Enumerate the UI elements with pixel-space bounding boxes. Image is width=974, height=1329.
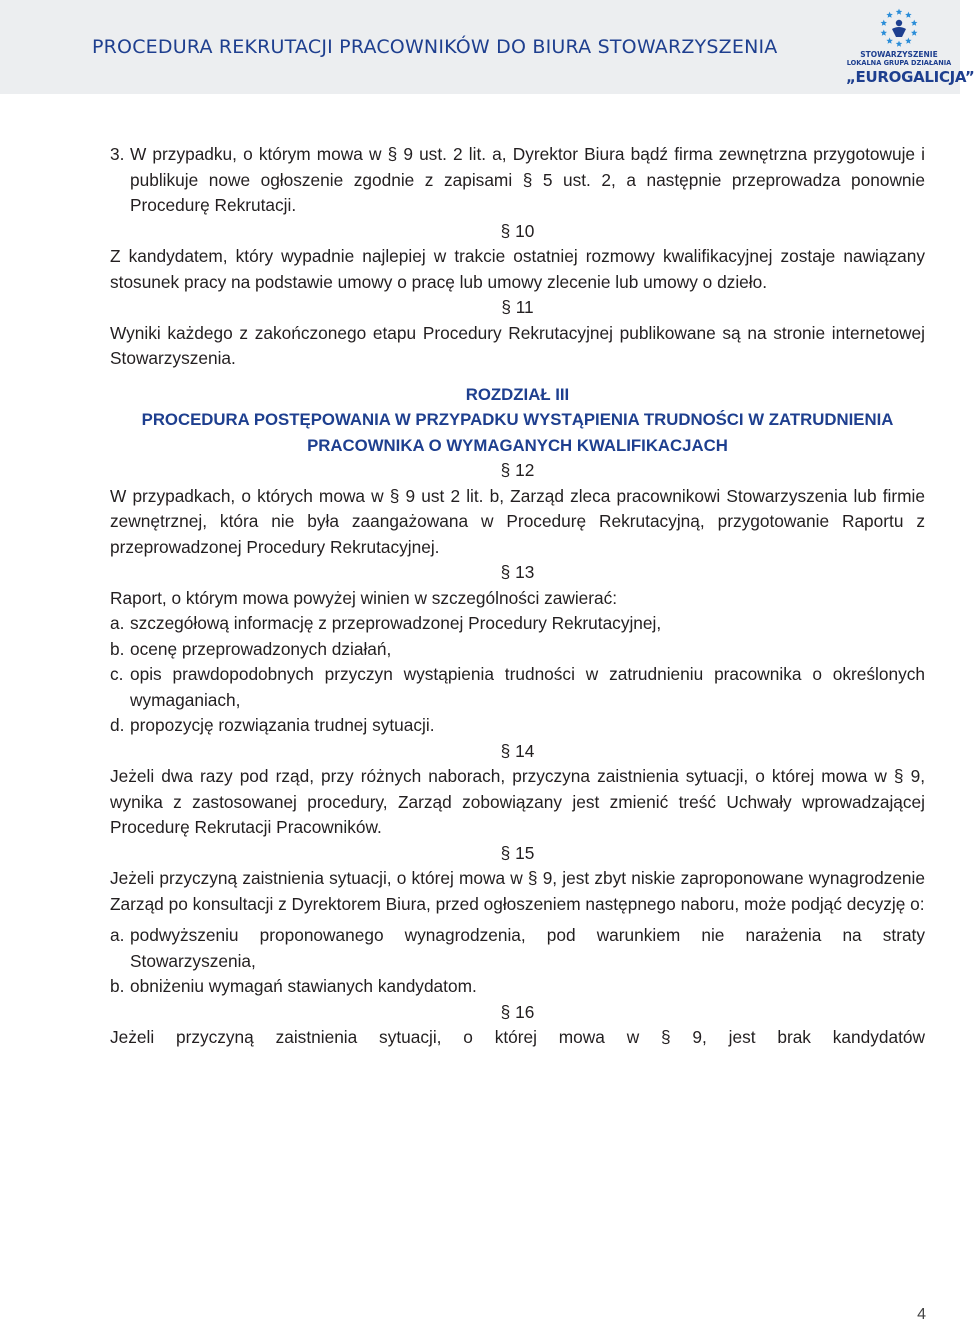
list-item-text: podwyższeniu proponowanego wynagrodzenia, pod warunkiem nie narażenia na straty Stowarzyszenia, [130, 925, 925, 971]
paragraph-item3: W przypadku, o którym mowa w § 9 ust. 2 lit. a, Dyrektor Biura bądź firma zewnętrzna przygotowuje i publikuje nowe ogłoszenie zgodnie z zapisami § 5 ust. 2, a następnie przeprowadza ponownie Procedurę Rekrutacji. [130, 144, 925, 215]
logo-star [905, 38, 911, 44]
page-content [110, 142, 925, 1051]
list-item [110, 662, 925, 713]
section-heading-16: § 16 [500, 1001, 535, 1022]
logo-star [881, 20, 887, 26]
logo-star [905, 12, 911, 18]
chapter-number: ROZDZIAŁ III [465, 384, 570, 404]
section-heading-13: § 13 [500, 562, 535, 582]
logo-text-line2: LOKALNA GRUPA DZIAŁANIA [846, 59, 952, 67]
list-item-text: szczegółową informację z przeprowadzonej Procedury Rekrutacyjnej, [130, 613, 662, 633]
chapter-heading [110, 382, 925, 459]
list-marker: 3. [110, 144, 125, 164]
logo-star [881, 30, 887, 36]
list-item [110, 142, 925, 219]
list-item [110, 637, 925, 663]
logo-star [886, 38, 892, 44]
logo-star [896, 9, 902, 15]
list-item-text: ocenę przeprowadzonych działań, [130, 638, 392, 659]
logo-star [911, 20, 917, 26]
list-marker: b. [110, 976, 125, 996]
list-item-text: propozycję rozwiązania trudnej sytuacji. [130, 715, 435, 735]
logo-star [911, 30, 917, 36]
paragraph-13-intro: Raport, o którym mowa powyżej winien w szczególności zawierać: [110, 587, 618, 608]
list-item-text: obniżeniu wymagań stawianych kandydatom. [130, 976, 477, 996]
chapter-title-line1: PROCEDURA POSTĘPOWANIA W PRZYPADKU WYSTĄPIENIA TRUDNOŚCI W ZATRUDNIENIA [141, 410, 894, 429]
list-item [110, 923, 925, 974]
section-heading-14: § 14 [500, 740, 535, 761]
list-marker: d. [110, 715, 125, 735]
section-heading-12: § 12 [500, 460, 535, 480]
paragraph-11: Wyniki każdego z zakończonego etapu Procedury Rekrutacyjnej publikowane są na stronie internetowej Stowarzyszenia. [110, 322, 925, 368]
paragraph-10: Z kandydatem, który wypadnie najlepiej w trakcie ostatniej rozmowy kwalifikacyjnej zostaje nawiązany stosunek pracy na podstawie umowy o pracę lub umowy zlecenie lub umowy o dzieło. [110, 246, 925, 292]
logo-star [886, 12, 892, 18]
list-item-text: opis prawdopodobnych przyczyn wystąpienia trudności w zatrudnieniu pracownika o określonych wymaganiach, [130, 664, 925, 710]
logo-figure-head [896, 20, 902, 26]
list-item [110, 611, 925, 637]
section-heading-15: § 15 [500, 842, 535, 863]
section-heading-11: § 11 [501, 297, 534, 317]
paragraph-14: Jeżeli dwa razy pod rząd, przy różnych naborach, przyczyna zaistnienia sytuacji, o której mowa w § 9, wynika z zastosowanej procedury, Zarząd zobowiązany jest zmienić treść Uchwały wprowadzającej Procedurę Rekrutacji Pracowników. [110, 766, 925, 837]
paragraph-16: Jeżeli przyczyną zaistnienia sytuacji, o której mowa w § 9, jest brak kandydatów [110, 1027, 925, 1047]
list-marker: c. [110, 664, 124, 684]
paragraph-15: Jeżeli przyczyną zaistnienia sytuacji, o której mowa w § 9, jest zbyt niskie zaproponowane wynagrodzenie Zarząd po konsultacji z Dyrektorem Biura, przed ogłoszeniem następnego naboru, może podjąć decyzję o: [110, 868, 925, 914]
logo-star [896, 41, 902, 47]
list-item [110, 974, 925, 1000]
page-number: 4 [917, 1306, 926, 1323]
logo-name: „EUROGALICJA” [846, 68, 974, 86]
list-item [110, 713, 925, 739]
header-title: PROCEDURA REKRUTACJI PRACOWNIKÓW DO BIURA STOWARZYSZENIA [92, 36, 778, 58]
eurogalicja-logo [846, 4, 974, 90]
logo-figure-body [892, 27, 906, 37]
list-marker: a. [110, 925, 125, 945]
page-header [0, 0, 974, 94]
chapter-title-line2: PRACOWNIKA O WYMAGANYCH KWALIFIKACJACH [307, 435, 728, 455]
stars-people-logo-icon [846, 4, 952, 50]
logo-text-line1: STOWARZYSZENIE [860, 50, 938, 59]
list-marker: b. [110, 638, 125, 659]
paragraph-12: W przypadkach, o których mowa w § 9 ust 2 lit. b, Zarząd zleca pracownikowi Stowarzyszenia lub firmie zewnętrznej, która nie była zaangażowana w Procedurę Rekrutacyjną, przygotowanie Raportu z przeprowadzonej Procedury Rekrutacyjnej. [110, 485, 925, 557]
section-heading-10: § 10 [500, 220, 535, 241]
list-marker: a. [110, 613, 125, 633]
